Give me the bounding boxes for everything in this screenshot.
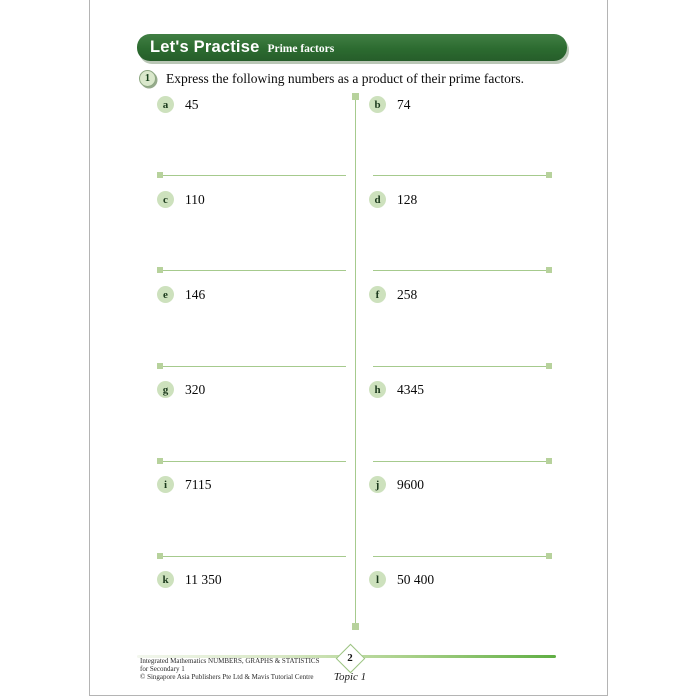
item-k: [157, 571, 222, 588]
item-f: [369, 286, 417, 303]
item-letter-badge: e: [157, 286, 174, 303]
item-value: 45: [185, 96, 199, 112]
item-value: 110: [185, 191, 205, 207]
imprint-copyright: © Singapore Asia Publishers Pte Ltd & Mavis Tutorial Centre: [140, 673, 314, 681]
item-value: 9600: [397, 476, 424, 492]
item-l: [369, 571, 434, 588]
divider-line: [160, 366, 346, 367]
divider-marker: [546, 553, 552, 559]
item-letter-badge: j: [369, 476, 386, 493]
item-g: [157, 381, 205, 398]
item-i: [157, 476, 212, 493]
divider-line: [160, 556, 346, 557]
page-number-diamond: [335, 643, 365, 673]
item-letter-badge: k: [157, 571, 174, 588]
item-letter-badge: b: [369, 96, 386, 113]
item-value: 11 350: [185, 571, 222, 587]
banner-title: Let's Practise: [150, 38, 260, 56]
topic-label: Topic 1: [333, 671, 367, 683]
item-j: [369, 476, 424, 493]
divider-line: [373, 270, 549, 271]
item-letter-badge: i: [157, 476, 174, 493]
item-value: 50 400: [397, 571, 435, 587]
item-letter-badge: a: [157, 96, 174, 113]
item-c: [157, 191, 205, 208]
item-value: 128: [397, 191, 418, 207]
divider-marker: [157, 363, 163, 369]
item-value: 74: [397, 96, 411, 112]
divider-line: [373, 366, 549, 367]
divider-line: [160, 175, 346, 176]
divider-marker: [546, 172, 552, 178]
item-letter-badge: h: [369, 381, 386, 398]
imprint: [140, 657, 320, 681]
item-letter-badge: f: [369, 286, 386, 303]
question-text: Express the following numbers as a product of their prime factors.: [166, 71, 525, 86]
item-value: 146: [185, 286, 206, 302]
item-value: 320: [185, 381, 206, 397]
divider-marker: [546, 458, 552, 464]
item-value: 4345: [397, 381, 424, 397]
divider-marker: [157, 458, 163, 464]
item-letter-badge: g: [157, 381, 174, 398]
item-value: 7115: [185, 476, 212, 492]
center-divider-top-marker: [352, 93, 359, 100]
item-letter-badge: l: [369, 571, 386, 588]
center-divider-bottom-marker: [352, 623, 359, 630]
divider-line: [160, 461, 346, 462]
divider-line: [373, 461, 549, 462]
page-number: 2: [347, 652, 353, 664]
item-letter-badge: c: [157, 191, 174, 208]
item-e: [157, 286, 205, 303]
practise-banner: [137, 34, 567, 61]
question-number-badge: 1: [139, 70, 156, 87]
center-divider-line: [355, 96, 356, 627]
item-value: 258: [397, 286, 418, 302]
divider-marker: [546, 267, 552, 273]
divider-marker: [157, 172, 163, 178]
divider-line: [373, 175, 549, 176]
divider-line: [373, 556, 549, 557]
item-h: [369, 381, 424, 398]
item-b: [369, 96, 411, 113]
imprint-book-title: Integrated Mathematics NUMBERS, GRAPHS & STATISTICS: [140, 657, 320, 665]
banner-subtitle: Prime factors: [267, 43, 335, 55]
divider-marker: [546, 363, 552, 369]
divider-line: [160, 270, 346, 271]
item-a: [157, 96, 199, 113]
item-letter-badge: d: [369, 191, 386, 208]
divider-marker: [157, 267, 163, 273]
imprint-book-subtitle: for Secondary 1: [140, 665, 185, 673]
item-d: [369, 191, 417, 208]
divider-marker: [157, 553, 163, 559]
